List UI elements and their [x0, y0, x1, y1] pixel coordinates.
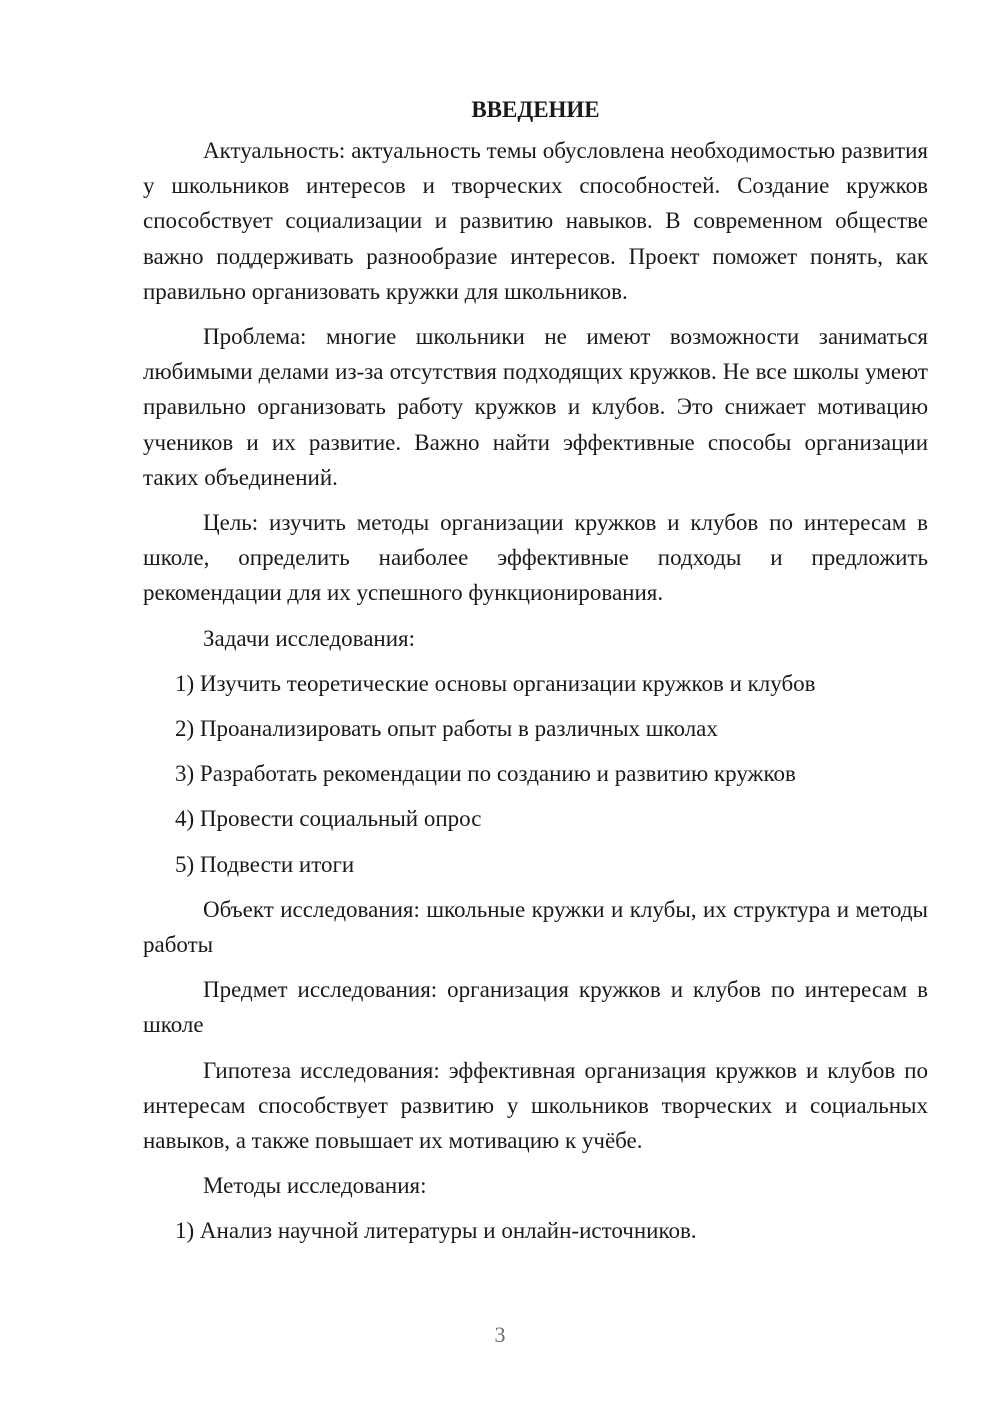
list-item: 1) Анализ научной литературы и онлайн-источников. [175, 1218, 697, 1244]
list-item: 4) Провести социальный опрос [175, 806, 482, 832]
hypothesis-paragraph: Гипотеза исследования: эффективная организация кружков и клубов по интересам способствует развитию у школьников творческих и социальных навыков, а также повышает их мотивацию к учёбе. [143, 1057, 928, 1154]
tasks-list [143, 666, 928, 882]
list-item: 5) Подвести итоги [175, 851, 355, 877]
list-item: 2) Проанализировать опыт работы в различных школах [175, 716, 718, 742]
subject-paragraph: Предмет исследования: организация кружков и клубов по интересам в школе [143, 977, 928, 1038]
relevance-paragraph: Актуальность: актуальность темы обусловлена необходимостью развития у школьников интересов и творческих способностей. Создание кружков способствует социализации и развитию навыков. В современном обществе важно поддерживать разнообразие интересов. Проект поможет понять, как правильно организовать кружки для школьников. [143, 138, 928, 304]
list-item: 1) Изучить теоретические основы организации кружков и клубов [175, 670, 816, 696]
document-page [143, 92, 928, 1259]
methods-heading: Методы исследования: [203, 1173, 427, 1199]
page-title: ВВЕДЕНИЕ [471, 97, 600, 122]
tasks-heading: Задачи исследования: [203, 625, 416, 651]
methods-list [143, 1213, 928, 1248]
goal-paragraph: Цель: изучить методы организации кружков и клубов по интересам в школе, определить наиболее эффективные подходы и предложить рекомендации для их успешного функционирования. [143, 510, 928, 606]
page-number: 3 [494, 1322, 506, 1347]
problem-paragraph: Проблема: многие школьники не имеют возможности заниматься любимыми делами из-за отсутствия подходящих кружков. Не все школы умеют правильно организовать работу кружков и клубов. Это снижает мотивацию учеников и их развитие. Важно найти эффективные способы организации таких объединений. [143, 324, 928, 490]
object-paragraph: Объект исследования: школьные кружки и клубы, их структура и методы работы [143, 896, 928, 958]
list-item: 3) Разработать рекомендации по созданию и развитию кружков [175, 761, 796, 787]
